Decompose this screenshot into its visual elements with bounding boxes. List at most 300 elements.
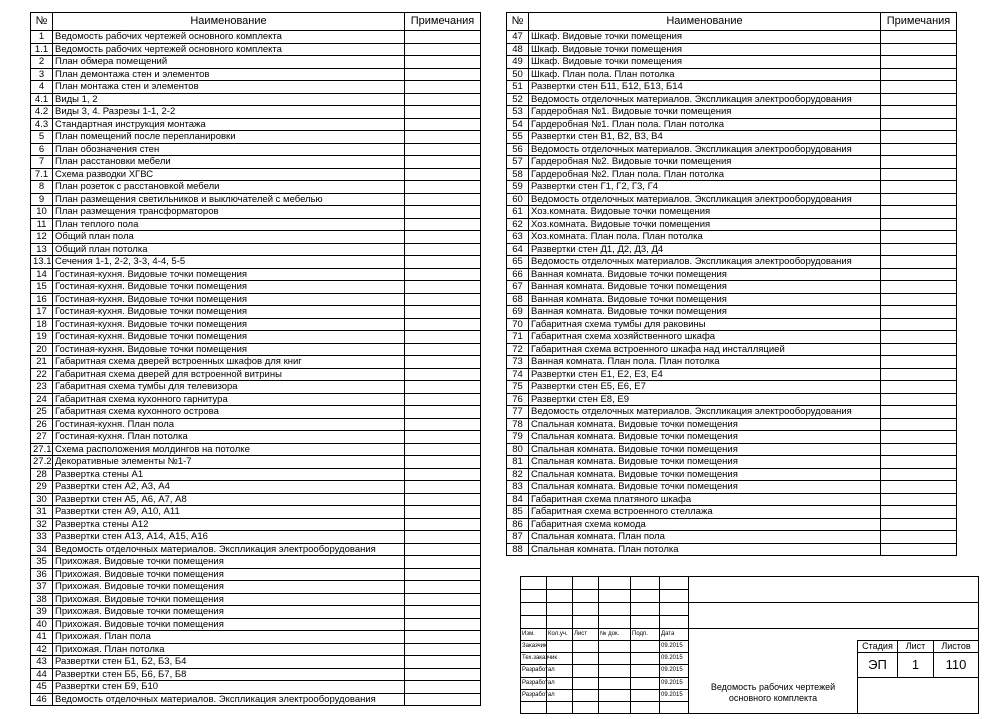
row-number: 73 xyxy=(507,356,529,369)
row-notes xyxy=(405,231,481,244)
row-name: Гостиная-кухня. Видовые точки помещения xyxy=(53,281,405,294)
row-name: Спальная комната. План пола xyxy=(529,531,881,544)
table-header xyxy=(31,13,481,31)
row-notes xyxy=(881,281,957,294)
table-row xyxy=(31,156,481,169)
row-name: Развертки стен Б9, Б10 xyxy=(53,681,405,694)
row-number: 38 xyxy=(31,593,53,606)
row-name: Шкаф. Видовые точки помещения xyxy=(529,43,881,56)
row-notes xyxy=(881,93,957,106)
table-row xyxy=(507,456,957,469)
stamp-header: Кол.уч. xyxy=(548,631,568,637)
row-number: 81 xyxy=(507,456,529,469)
row-name: Габаритная схема встроенного шкафа над инсталляцией xyxy=(529,343,881,356)
row-notes xyxy=(881,443,957,456)
row-name: Схема расположения молдингов на потолке xyxy=(53,443,405,456)
stamp-rule xyxy=(688,602,979,603)
row-notes xyxy=(881,131,957,144)
row-number: 14 xyxy=(31,268,53,281)
row-number: 51 xyxy=(507,81,529,94)
row-name: Гардеробная №2. План пола. План потолка xyxy=(529,168,881,181)
stamp-rule xyxy=(598,576,599,714)
table-row xyxy=(507,156,957,169)
table-row xyxy=(31,93,481,106)
row-name: Общий план пола xyxy=(53,231,405,244)
table-row xyxy=(507,431,957,444)
row-number: 13 xyxy=(31,243,53,256)
table-row xyxy=(507,231,957,244)
table-row xyxy=(507,206,957,219)
row-notes xyxy=(405,381,481,394)
row-number: 4.2 xyxy=(31,106,53,119)
row-number: 84 xyxy=(507,493,529,506)
row-notes xyxy=(405,481,481,494)
table-row xyxy=(31,568,481,581)
table-row xyxy=(31,231,481,244)
stamp-header: № док. xyxy=(600,631,620,637)
stamp-role: Разработал xyxy=(522,692,555,698)
col-name-header: Наименование xyxy=(53,13,405,31)
table-row xyxy=(31,106,481,119)
stamp-rule xyxy=(520,701,688,702)
row-name: Габаритная схема платяного шкафа xyxy=(529,493,881,506)
table-row xyxy=(31,168,481,181)
row-number: 63 xyxy=(507,231,529,244)
table-row xyxy=(31,606,481,619)
row-number: 82 xyxy=(507,468,529,481)
table-row xyxy=(507,243,957,256)
row-name: Развертки стен Е5, Е6, Е7 xyxy=(529,381,881,394)
table-row xyxy=(31,56,481,69)
row-name: Развертки стен Б11, Б12, Б13, Б14 xyxy=(529,81,881,94)
row-notes xyxy=(405,68,481,81)
row-notes xyxy=(881,318,957,331)
row-notes xyxy=(405,331,481,344)
row-number: 3 xyxy=(31,68,53,81)
row-name: Габаритная схема встроенного стеллажа xyxy=(529,506,881,519)
table-row xyxy=(507,543,957,556)
row-number: 30 xyxy=(31,493,53,506)
row-name: Развертки стен А2, А3, А4 xyxy=(53,481,405,494)
row-notes xyxy=(881,493,957,506)
row-name: Стандартная инструкция монтажа xyxy=(53,118,405,131)
table-row xyxy=(31,206,481,219)
row-number: 69 xyxy=(507,306,529,319)
row-name: Развертки стен Д1, Д2, Д3, Д4 xyxy=(529,243,881,256)
row-name: Прихожая. Видовые точки помещения xyxy=(53,606,405,619)
stage-value: ЭП xyxy=(868,657,887,672)
table-row xyxy=(507,406,957,419)
stamp-rule xyxy=(520,677,688,678)
row-number: 46 xyxy=(31,693,53,706)
row-number: 67 xyxy=(507,281,529,294)
table-row xyxy=(31,518,481,531)
row-notes xyxy=(881,368,957,381)
row-notes xyxy=(881,218,957,231)
row-number: 32 xyxy=(31,518,53,531)
row-number: 27 xyxy=(31,431,53,444)
sheet-label: Лист xyxy=(905,641,926,651)
row-notes xyxy=(405,418,481,431)
row-notes xyxy=(405,131,481,144)
row-name: Прихожая. Видовые точки помещения xyxy=(53,593,405,606)
row-notes xyxy=(405,443,481,456)
row-notes xyxy=(881,506,957,519)
row-notes xyxy=(405,93,481,106)
row-notes xyxy=(405,193,481,206)
row-name: План розеток с расстановкой мебели xyxy=(53,181,405,194)
row-name: Хоз.комната. Видовые точки помещения xyxy=(529,218,881,231)
row-name: Габаритная схема кухонного гарнитура xyxy=(53,393,405,406)
table-row xyxy=(31,318,481,331)
row-notes xyxy=(405,468,481,481)
table-row xyxy=(31,481,481,494)
stamp-header: Подп. xyxy=(632,631,648,637)
row-name: Прихожая. Видовые точки помещения xyxy=(53,556,405,569)
table-row xyxy=(507,331,957,344)
row-number: 31 xyxy=(31,506,53,519)
stamp-rule xyxy=(520,628,688,629)
row-name: Шкаф. Видовые точки помещения xyxy=(529,56,881,69)
table-row xyxy=(507,356,957,369)
row-name: Спальная комната. План потолка xyxy=(529,543,881,556)
row-number: 59 xyxy=(507,181,529,194)
table-row xyxy=(507,506,957,519)
drawings-list-right xyxy=(506,12,957,556)
row-notes xyxy=(405,393,481,406)
table-row xyxy=(507,93,957,106)
row-number: 77 xyxy=(507,406,529,419)
row-number: 61 xyxy=(507,206,529,219)
table-row xyxy=(31,456,481,469)
row-name: Развертки стен А9, А10, А11 xyxy=(53,506,405,519)
row-name: Спальная комната. Видовые точки помещения xyxy=(529,481,881,494)
row-number: 58 xyxy=(507,168,529,181)
row-notes xyxy=(405,581,481,594)
row-name: Ведомость отделочных материалов. Экспликация электрооборудования xyxy=(53,693,405,706)
table-row xyxy=(31,118,481,131)
table-row xyxy=(507,118,957,131)
row-name: Габаритная схема тумбы для раковины xyxy=(529,318,881,331)
row-notes xyxy=(405,643,481,656)
row-number: 8 xyxy=(31,181,53,194)
row-name: Гостиная-кухня. План потолка xyxy=(53,431,405,444)
row-number: 47 xyxy=(507,31,529,44)
table-row xyxy=(507,143,957,156)
row-notes xyxy=(405,406,481,419)
table-row xyxy=(507,31,957,44)
row-notes xyxy=(881,81,957,94)
row-number: 56 xyxy=(507,143,529,156)
row-number: 79 xyxy=(507,431,529,444)
row-number: 55 xyxy=(507,131,529,144)
row-notes xyxy=(405,656,481,669)
table-row xyxy=(31,31,481,44)
table-row xyxy=(31,218,481,231)
row-number: 15 xyxy=(31,281,53,294)
row-notes xyxy=(405,118,481,131)
row-notes xyxy=(881,31,957,44)
row-number: 9 xyxy=(31,193,53,206)
row-notes xyxy=(405,31,481,44)
row-notes xyxy=(405,168,481,181)
row-number: 57 xyxy=(507,156,529,169)
row-name: Развертка стены А1 xyxy=(53,468,405,481)
row-name: Прихожая. Видовые точки помещения xyxy=(53,581,405,594)
row-number: 25 xyxy=(31,406,53,419)
row-number: 23 xyxy=(31,381,53,394)
row-name: Развертки стен Б1, Б2, Б3, Б4 xyxy=(53,656,405,669)
row-number: 50 xyxy=(507,68,529,81)
row-number: 10 xyxy=(31,206,53,219)
row-number: 70 xyxy=(507,318,529,331)
table-row xyxy=(507,418,957,431)
row-name: План теплого пола xyxy=(53,218,405,231)
row-number: 39 xyxy=(31,606,53,619)
table-row xyxy=(507,218,957,231)
row-notes xyxy=(405,256,481,269)
stamp-date: 09.2015 xyxy=(661,680,683,686)
row-number: 68 xyxy=(507,293,529,306)
table-row xyxy=(31,581,481,594)
table-row xyxy=(507,193,957,206)
table-row xyxy=(31,293,481,306)
row-number: 26 xyxy=(31,418,53,431)
row-name: Шкаф. План пола. План потолка xyxy=(529,68,881,81)
row-name: Габаритная схема кухонного острова xyxy=(53,406,405,419)
stamp-role: Тех.заказчик xyxy=(522,655,557,661)
row-number: 4.3 xyxy=(31,118,53,131)
row-name: Габаритная схема дверей встроенных шкафов для книг xyxy=(53,356,405,369)
row-notes xyxy=(881,43,957,56)
row-notes xyxy=(405,506,481,519)
row-number: 80 xyxy=(507,443,529,456)
drawings-list-left xyxy=(30,12,481,706)
row-name: Развертки стен Г1, Г2, Г3, Г4 xyxy=(529,181,881,194)
row-name: Спальная комната. Видовые точки помещения xyxy=(529,443,881,456)
col-num-header: № xyxy=(507,13,529,31)
row-name: Ванная комната. Видовые точки помещения xyxy=(529,281,881,294)
table-row xyxy=(31,331,481,344)
row-number: 42 xyxy=(31,643,53,656)
row-name: Гардеробная №1. Видовые точки помещения xyxy=(529,106,881,119)
row-name: План расстановки мебели xyxy=(53,156,405,169)
row-number: 45 xyxy=(31,681,53,694)
table-row xyxy=(31,443,481,456)
table-row xyxy=(31,631,481,644)
row-notes xyxy=(881,143,957,156)
table-row xyxy=(31,493,481,506)
col-notes-header: Примечания xyxy=(881,13,957,31)
stamp-rule xyxy=(572,576,573,714)
stamp-rule xyxy=(520,713,688,714)
row-number: 4.1 xyxy=(31,93,53,106)
table-row xyxy=(507,518,957,531)
row-name: Гардеробная №2. Видовые точки помещения xyxy=(529,156,881,169)
row-notes xyxy=(881,56,957,69)
row-notes xyxy=(881,406,957,419)
row-notes xyxy=(405,218,481,231)
row-name: Гостиная-кухня. План пола xyxy=(53,418,405,431)
table-row xyxy=(507,106,957,119)
title-block xyxy=(520,576,979,714)
table-row xyxy=(31,468,481,481)
stamp-rule xyxy=(857,677,979,678)
row-name: Спальная комната. Видовые точки помещения xyxy=(529,456,881,469)
row-notes xyxy=(881,118,957,131)
row-notes xyxy=(881,168,957,181)
stamp-rule xyxy=(688,576,689,714)
stamp-rule xyxy=(520,576,521,714)
stamp-rule xyxy=(520,576,688,577)
row-number: 87 xyxy=(507,531,529,544)
row-number: 85 xyxy=(507,506,529,519)
row-notes xyxy=(405,356,481,369)
row-number: 13.1 xyxy=(31,256,53,269)
row-notes xyxy=(881,206,957,219)
row-name: Гостиная-кухня. Видовые точки помещения xyxy=(53,318,405,331)
row-number: 5 xyxy=(31,131,53,144)
table-row xyxy=(507,256,957,269)
table-row xyxy=(507,306,957,319)
table-row xyxy=(31,181,481,194)
row-notes xyxy=(881,243,957,256)
row-notes xyxy=(881,431,957,444)
row-notes xyxy=(881,518,957,531)
col-notes-header: Примечания xyxy=(405,13,481,31)
stamp-rule xyxy=(520,615,688,616)
row-name: Габаритная схема комода xyxy=(529,518,881,531)
row-name: Ведомость отделочных материалов. Экспликация электрооборудования xyxy=(529,406,881,419)
row-number: 62 xyxy=(507,218,529,231)
row-name: Спальная комната. Видовые точки помещения xyxy=(529,468,881,481)
sheet-title: Ведомость рабочих чертежей основного комплекта xyxy=(710,682,836,703)
row-name: Гостиная-кухня. Видовые точки помещения xyxy=(53,268,405,281)
row-number: 49 xyxy=(507,56,529,69)
stamp-rule xyxy=(520,640,688,641)
row-number: 74 xyxy=(507,368,529,381)
stamp-date: 09.2015 xyxy=(661,692,683,698)
table-row xyxy=(31,668,481,681)
table-row xyxy=(507,493,957,506)
col-num-header: № xyxy=(31,13,53,31)
row-number: 12 xyxy=(31,231,53,244)
table-row xyxy=(31,143,481,156)
table-row xyxy=(507,318,957,331)
row-name: Ванная комната. Видовые точки помещения xyxy=(529,268,881,281)
row-name: Гостиная-кухня. Видовые точки помещения xyxy=(53,306,405,319)
col-name-header: Наименование xyxy=(529,13,881,31)
table-header xyxy=(507,13,957,31)
row-notes xyxy=(881,68,957,81)
row-name: Спальная комната. Видовые точки помещения xyxy=(529,431,881,444)
table-row xyxy=(31,356,481,369)
row-number: 60 xyxy=(507,193,529,206)
row-name: Виды 1, 2 xyxy=(53,93,405,106)
row-number: 54 xyxy=(507,118,529,131)
row-name: Гостиная-кухня. Видовые точки помещения xyxy=(53,343,405,356)
row-notes xyxy=(405,268,481,281)
table-row xyxy=(507,168,957,181)
row-number: 65 xyxy=(507,256,529,269)
table-row xyxy=(31,256,481,269)
row-number: 44 xyxy=(31,668,53,681)
row-number: 2 xyxy=(31,56,53,69)
row-notes xyxy=(405,606,481,619)
row-notes xyxy=(405,631,481,644)
table-row xyxy=(31,593,481,606)
row-number: 48 xyxy=(507,43,529,56)
stamp-rule xyxy=(659,576,660,714)
row-name: Ведомость рабочих чертежей основного комплекта xyxy=(53,31,405,44)
row-notes xyxy=(405,281,481,294)
row-name: Развертки стен А5, А6, А7, А8 xyxy=(53,493,405,506)
table-row xyxy=(507,281,957,294)
stamp-role: Разработал xyxy=(522,680,555,686)
table-row xyxy=(31,306,481,319)
row-number: 11 xyxy=(31,218,53,231)
table-row xyxy=(31,381,481,394)
stamp-header: Изм. xyxy=(522,631,535,637)
row-name: План размещения трансформаторов xyxy=(53,206,405,219)
row-name: Ведомость отделочных материалов. Экспликация электрооборудования xyxy=(529,193,881,206)
row-name: План монтажа стен и элементов xyxy=(53,81,405,94)
stamp-date: 09.2015 xyxy=(661,643,683,649)
table-row xyxy=(507,181,957,194)
table-row xyxy=(31,393,481,406)
table-row xyxy=(507,81,957,94)
table-row xyxy=(31,556,481,569)
row-name: Хоз.комната. Видовые точки помещения xyxy=(529,206,881,219)
row-notes xyxy=(405,568,481,581)
row-notes xyxy=(405,81,481,94)
row-name: Ванная комната. Видовые точки помещения xyxy=(529,293,881,306)
row-notes xyxy=(405,293,481,306)
row-number: 18 xyxy=(31,318,53,331)
row-number: 75 xyxy=(507,381,529,394)
stage-label: Стадия xyxy=(862,641,893,651)
row-notes xyxy=(405,593,481,606)
row-name: Ведомость отделочных материалов. Экспликация электрооборудования xyxy=(529,256,881,269)
row-number: 28 xyxy=(31,468,53,481)
table-row xyxy=(31,506,481,519)
stamp-rule xyxy=(688,628,979,629)
row-name: Ванная комната. План пола. План потолка xyxy=(529,356,881,369)
row-notes xyxy=(881,156,957,169)
stamp-date: 09.2015 xyxy=(661,655,683,661)
row-notes xyxy=(881,381,957,394)
row-number: 53 xyxy=(507,106,529,119)
row-name: Ведомость отделочных материалов. Экспликация электрооборудования xyxy=(529,93,881,106)
row-number: 86 xyxy=(507,518,529,531)
row-name: План размещения светильников и выключателей с мебелью xyxy=(53,193,405,206)
row-name: Общий план потолка xyxy=(53,243,405,256)
row-number: 43 xyxy=(31,656,53,669)
row-notes xyxy=(405,543,481,556)
row-number: 33 xyxy=(31,531,53,544)
table-row xyxy=(31,643,481,656)
row-number: 16 xyxy=(31,293,53,306)
table-row xyxy=(507,443,957,456)
row-notes xyxy=(405,143,481,156)
table-row xyxy=(507,68,957,81)
row-number: 22 xyxy=(31,368,53,381)
row-notes xyxy=(405,306,481,319)
table-row xyxy=(31,368,481,381)
row-name: Декоративные элементы №1-7 xyxy=(53,456,405,469)
row-notes xyxy=(405,318,481,331)
row-number: 1 xyxy=(31,31,53,44)
